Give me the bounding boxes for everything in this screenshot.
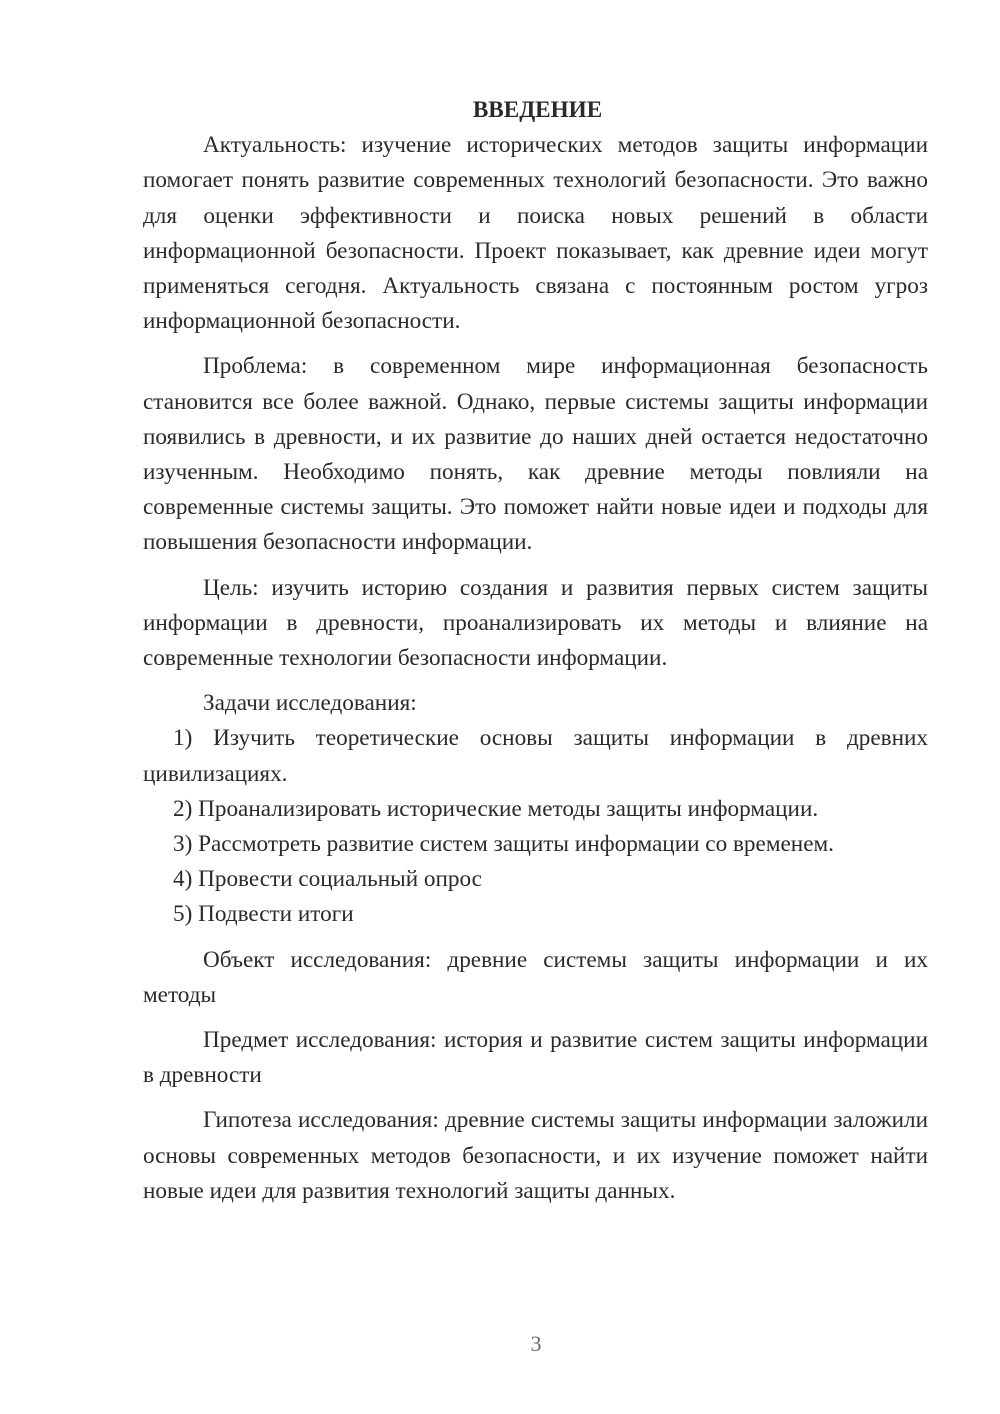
paragraph-hypothesis: Гипотеза исследования: древние системы защиты информации заложили основы современных методов безопасности, и их изучение поможет найти новые идеи для развития технологий защиты данных.: [143, 1107, 928, 1204]
paragraph-subject: Предмет исследования: история и развитие систем защиты информации в древности: [143, 1027, 928, 1089]
paragraph-object: Объект исследования: древние системы защиты информации и их методы: [143, 946, 928, 1008]
task-item: 5) Подвести итоги: [173, 901, 354, 928]
tasks-heading: Задачи исследования:: [203, 690, 417, 717]
task-item: 4) Провести социальный опрос: [173, 866, 482, 893]
task-item: 2) Проанализировать исторические методы защиты информации.: [173, 795, 819, 822]
page-title: ВВЕДЕНИЕ: [472, 97, 603, 123]
paragraph-goal: Цель: изучить историю создания и развития первых систем защиты информации в древности, проанализировать их методы и влияние на современные технологии безопасности информации.: [143, 574, 928, 672]
page-content: [143, 93, 928, 1209]
page-number: 3: [530, 1331, 542, 1356]
paragraph-relevance: Актуальность: изучение исторических методов защиты информации помогает понять развитие современных технологий безопасности. Это важно для оценки эффективности и поиска новых решений в области информационной безопасности. Проект показывает, как древние идеи могут применяться сегодня. Актуальность связана с постоянным ростом угроз информационной безопасности.: [143, 132, 928, 335]
task-item: 1) Изучить теоретические основы защиты информации в древних цивилизациях.: [143, 725, 928, 787]
task-item: 3) Рассмотреть развитие систем защиты информации со временем.: [173, 831, 834, 858]
paragraph-problem: Проблема: в современном мире информационная безопасность становится все более важной. Однако, первые системы защиты информации появились в древности, и их развитие до наших дней остается недостаточно изученным. Необходимо понять, как древние методы повлияли на современные системы защиты. Это поможет найти новые идеи и подходы для повышения безопасности информации.: [143, 353, 928, 556]
